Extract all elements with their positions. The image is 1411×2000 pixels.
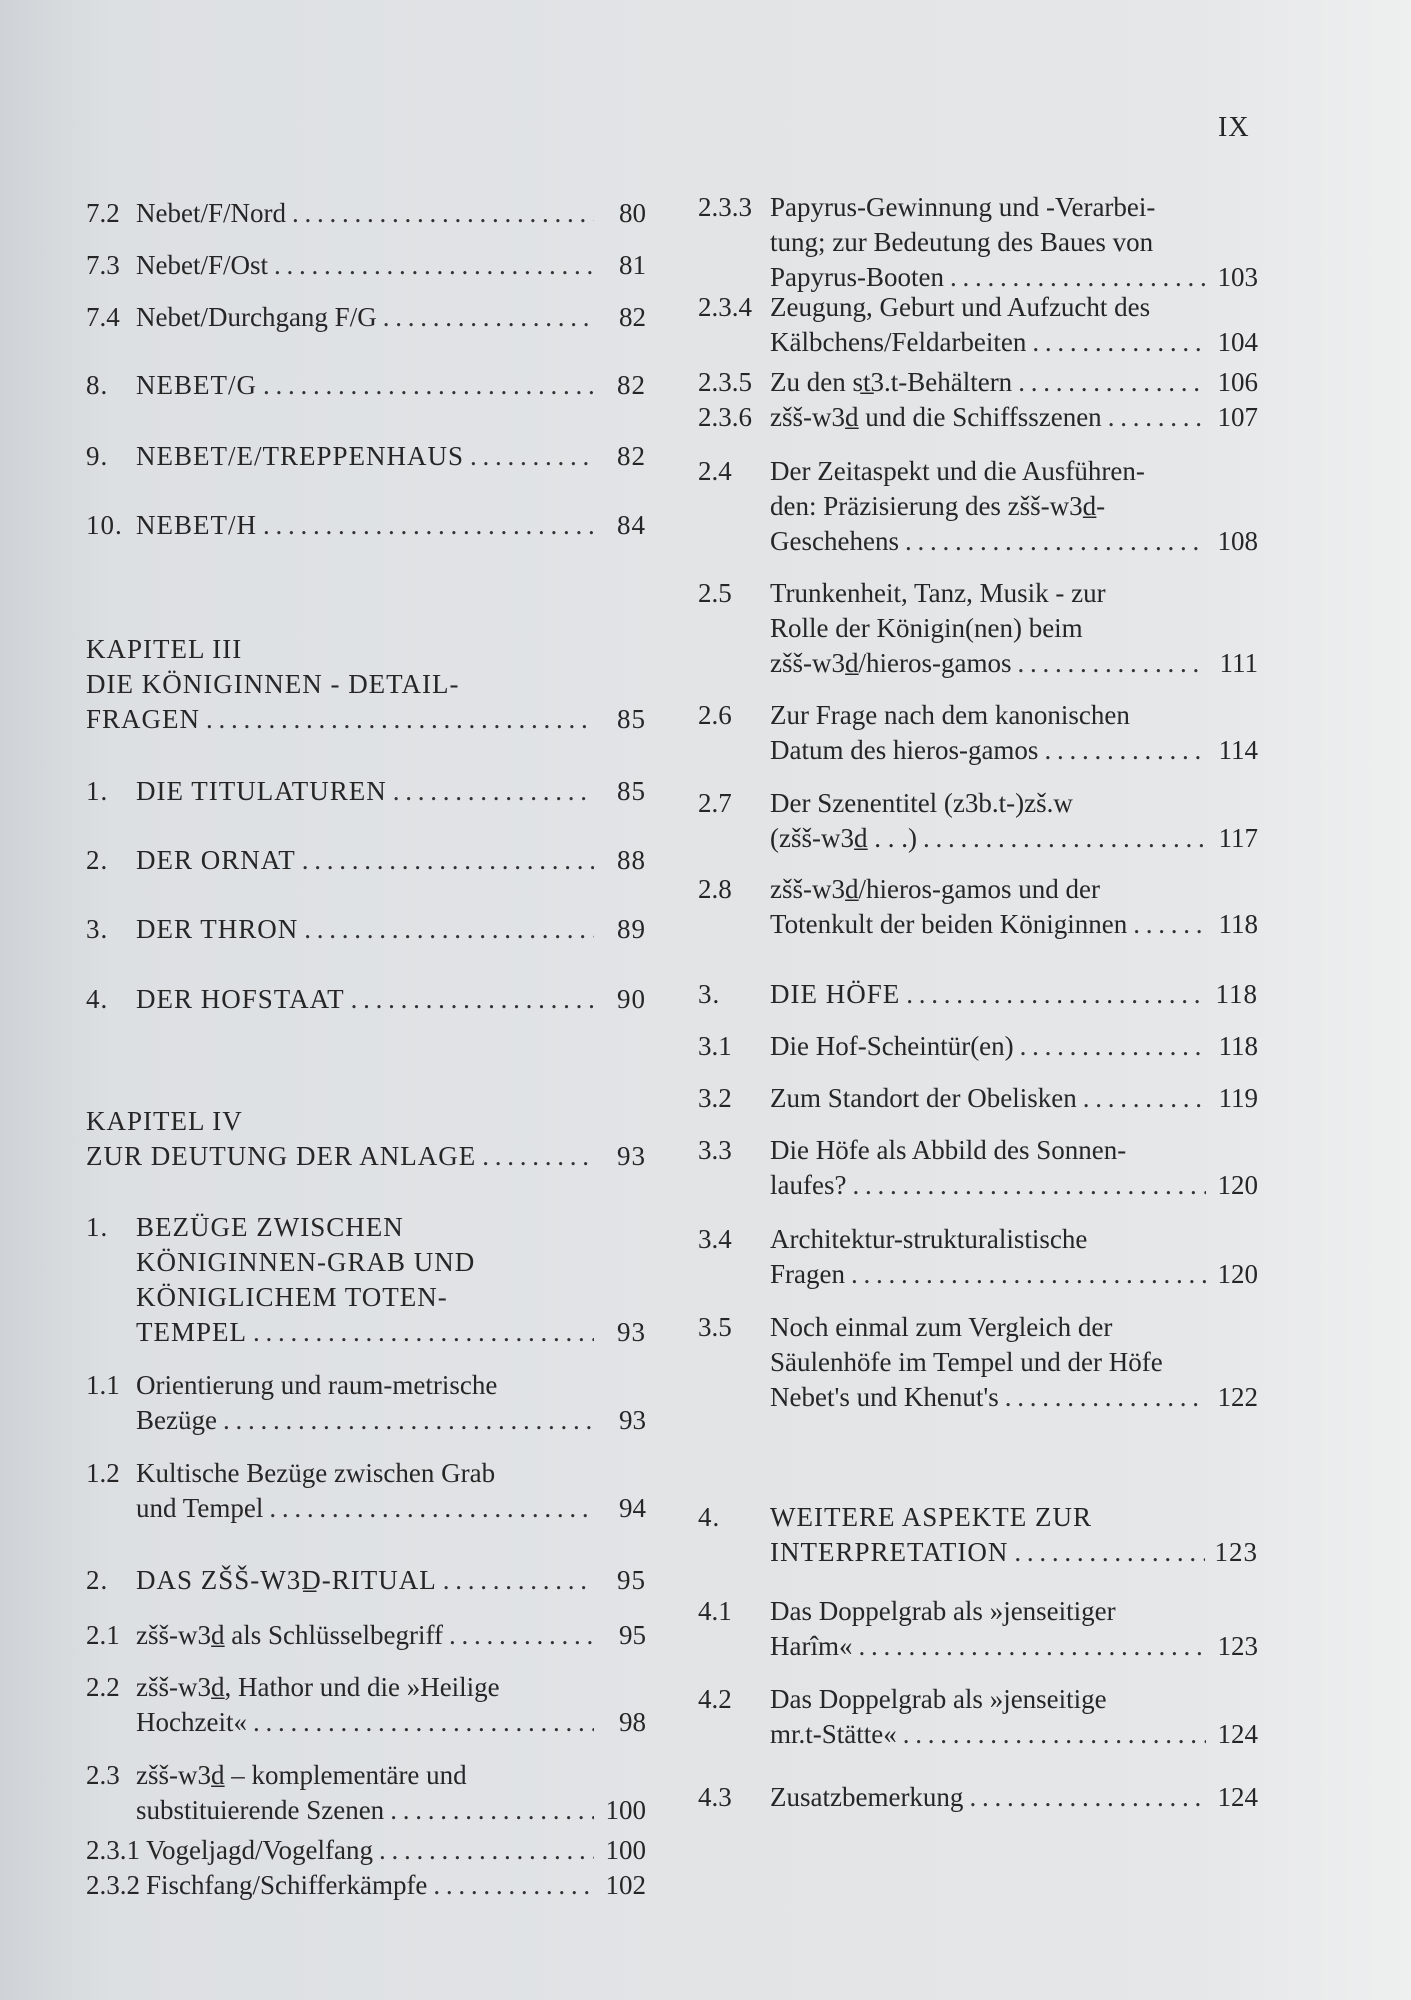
toc-entry-title-line: zšš-w3d̲ und die Schiffsszenen xyxy=(770,402,1102,432)
dot-leader xyxy=(390,1793,594,1828)
toc-entry-title-line: Papyrus-Booten xyxy=(770,262,944,292)
toc-entry-title-line: Harîm« xyxy=(770,1631,853,1661)
toc-entry-title-line: Vogeljagd/Vogelfang xyxy=(146,1835,373,1865)
toc-page-number: 120 xyxy=(1217,1259,1258,1289)
toc-entry-number: 10. xyxy=(86,510,123,540)
toc-entry-title-line: tung; zur Bedeutung des Baues von xyxy=(770,227,1154,257)
toc-entry-title-line: zšš-w3d̲/hieros-gamos und der xyxy=(770,874,1100,904)
toc-page-number: 123 xyxy=(1214,1537,1258,1567)
toc-entry-number: 7.2 xyxy=(86,198,120,228)
toc-page-number: 95 xyxy=(619,1620,646,1650)
toc-page-number: 100 xyxy=(605,1835,646,1865)
toc-entry-number: 1.1 xyxy=(86,1370,120,1400)
toc-entry-title-line: Zum Standort der Obelisken xyxy=(770,1083,1077,1113)
toc-entry-title-line: DIE TITULATUREN xyxy=(136,776,387,806)
toc-entry-number: 3.2 xyxy=(698,1083,732,1113)
toc-entry-number: 2.7 xyxy=(698,788,732,818)
toc-entry-number: 2.6 xyxy=(698,700,732,730)
toc-page-number: 93 xyxy=(617,1317,646,1347)
toc-entry-title-line: zšš-w3d̲ als Schlüsselbegriff xyxy=(136,1620,443,1650)
toc-entry-title-line: Nebet/Durchgang F/G xyxy=(136,302,377,332)
dot-leader xyxy=(1020,1029,1206,1064)
toc-entry-number: 4.3 xyxy=(698,1782,732,1812)
toc-entry-number: 2.3.6 xyxy=(698,402,752,432)
dot-leader xyxy=(1083,1081,1206,1116)
dot-leader xyxy=(292,196,594,231)
toc-page-number: 124 xyxy=(1217,1719,1258,1749)
dot-leader xyxy=(1044,733,1206,768)
toc-entry-title-line: KÖNIGLICHEM TOTEN- xyxy=(136,1282,448,1312)
toc-entry-title-line: Das Doppelgrab als »jenseitige xyxy=(770,1684,1107,1714)
dot-leader xyxy=(383,300,594,335)
toc-entry-title-line: KAPITEL IV xyxy=(86,1106,243,1136)
toc-entry-title-line: DER HOFSTAAT xyxy=(136,984,345,1014)
toc-entry-number: 4. xyxy=(698,1502,721,1532)
dot-leader xyxy=(351,982,594,1017)
toc-page-number: 118 xyxy=(1218,909,1258,939)
toc-page-number: 108 xyxy=(1217,526,1258,556)
dot-leader xyxy=(1032,325,1206,360)
toc-page-number: 123 xyxy=(1217,1631,1258,1661)
page-number: IX xyxy=(1218,112,1250,143)
toc-page-number: 84 xyxy=(617,510,646,540)
toc-entry-number: 2.8 xyxy=(698,874,732,904)
toc-entry-title-line: Kälbchens/Feldarbeiten xyxy=(770,327,1027,357)
toc-page-number: 93 xyxy=(619,1405,646,1435)
toc-entry-title-line: laufes? xyxy=(770,1170,847,1200)
toc-entry-number: 1.2 xyxy=(86,1458,120,1488)
toc-page-number: 93 xyxy=(617,1141,646,1171)
toc-entry-number: 2.3.2 xyxy=(86,1870,140,1900)
toc-entry-number: 3.1 xyxy=(698,1031,732,1061)
dot-leader xyxy=(923,821,1206,856)
toc-entry-title-line: Zeugung, Geburt und Aufzucht des xyxy=(770,292,1151,322)
toc-entry-number: 2.5 xyxy=(698,578,732,608)
toc-entry-title-line: Geschehens xyxy=(770,526,899,556)
toc-entry-number: 2.2 xyxy=(86,1672,120,1702)
toc-page-number: 94 xyxy=(619,1493,646,1523)
toc-page-number: 102 xyxy=(605,1870,646,1900)
toc-entry-title-line: Datum des hieros-gamos xyxy=(770,735,1039,765)
toc-page-number: 88 xyxy=(617,845,646,875)
dot-leader xyxy=(470,439,594,474)
toc-entry-title-line: DIE HÖFE xyxy=(770,979,901,1009)
toc-entry-title-line: Nebet/F/Ost xyxy=(136,250,268,280)
dot-leader xyxy=(1017,646,1206,681)
toc-page-number: 107 xyxy=(1217,402,1258,432)
toc-page-number: 89 xyxy=(617,914,646,944)
toc-entry-title-line: INTERPRETATION xyxy=(770,1537,1009,1567)
dot-leader xyxy=(253,1315,594,1350)
toc-entry-title-line: Zu den st̲3.t-Behältern xyxy=(770,367,1013,397)
toc-entry-title-line: zšš-w3d̲/hieros-gamos xyxy=(770,648,1012,678)
toc-entry-title-line: Die Höfe als Abbild des Sonnen- xyxy=(770,1135,1127,1165)
toc-entry-title-line: zšš-w3d̲ – komplementäre und xyxy=(136,1760,467,1790)
toc-entry-title-line: Hochzeit« xyxy=(136,1707,247,1737)
dot-leader xyxy=(269,1491,594,1526)
toc-entry-title-line: zšš-w3d̲, Hathor und die »Heilige xyxy=(136,1672,500,1702)
dot-leader xyxy=(223,1403,594,1438)
dot-leader xyxy=(852,1168,1206,1203)
toc-page-number: 85 xyxy=(617,704,646,734)
toc-entry-title-line: und Tempel xyxy=(136,1493,264,1523)
dot-leader xyxy=(449,1618,594,1653)
toc-entry-number: 2.3 xyxy=(86,1760,120,1790)
dot-leader xyxy=(393,774,594,809)
toc-page-number: 82 xyxy=(619,302,646,332)
dot-leader xyxy=(304,912,594,947)
dot-leader xyxy=(253,1705,594,1740)
toc-page-number: 80 xyxy=(619,198,646,228)
toc-page-number: 82 xyxy=(617,441,646,471)
toc-entry-number: 3.3 xyxy=(698,1135,732,1165)
toc-entry-title-line: DER THRON xyxy=(136,914,299,944)
toc-page-number: 95 xyxy=(617,1565,646,1595)
dot-leader xyxy=(302,843,594,878)
toc-entry-title-line: ZUR DEUTUNG DER ANLAGE xyxy=(86,1141,477,1171)
dot-leader xyxy=(274,248,594,283)
dot-leader xyxy=(443,1563,594,1598)
dot-leader xyxy=(1018,365,1206,400)
toc-entry-title-line: Nebet's und Khenut's xyxy=(770,1382,999,1412)
toc-entry-title-line: Der Szenentitel (z3b.t-)zš.w xyxy=(770,788,1073,818)
toc-entry-title-line: NEBET/H xyxy=(136,510,257,540)
toc-entry-number: 2.3.1 xyxy=(86,1835,140,1865)
toc-page-number: 104 xyxy=(1217,327,1258,357)
toc-page-number: 124 xyxy=(1217,1782,1258,1812)
toc-entry-title-line: Der Zeitaspekt und die Ausführen- xyxy=(770,456,1145,486)
toc-entry-title-line: KAPITEL III xyxy=(86,634,243,664)
toc-entry-number: 2.3.3 xyxy=(698,192,752,222)
toc-entry-title-line: BEZÜGE ZWISCHEN xyxy=(136,1212,404,1242)
toc-entry-title-line: Architektur-strukturalistische xyxy=(770,1224,1088,1254)
toc-entry-title-line: Orientierung und raum-metrische xyxy=(136,1370,498,1400)
toc-entry-number: 2.3.4 xyxy=(698,292,752,322)
toc-entry-title-line: KÖNIGINNEN-GRAB UND xyxy=(136,1247,476,1277)
toc-page-number: 111 xyxy=(1219,648,1258,678)
toc-page-number: 82 xyxy=(617,370,646,400)
dot-leader xyxy=(433,1868,594,1903)
toc-entry-title-line: FRAGEN xyxy=(86,704,201,734)
dot-leader xyxy=(1108,400,1206,435)
toc-entry-number: 1. xyxy=(86,776,109,806)
toc-page-number: 85 xyxy=(617,776,646,806)
toc-entry-title-line: DER ORNAT xyxy=(136,845,296,875)
dot-leader xyxy=(482,1139,594,1174)
toc-entry-title-line: DAS ZŠŠ-W3D̲-RITUAL xyxy=(136,1565,437,1595)
toc-entry-title-line: Kultische Bezüge zwischen Grab xyxy=(136,1458,496,1488)
toc-page-number: 100 xyxy=(605,1795,646,1825)
toc-entry-title-line: NEBET/G xyxy=(136,370,257,400)
toc-entry-title-line: Zur Frage nach dem kanonischen xyxy=(770,700,1130,730)
toc-entry-number: 4.1 xyxy=(698,1596,732,1626)
toc-page-number: 118 xyxy=(1218,1031,1258,1061)
toc-entry-number: 2.4 xyxy=(698,456,732,486)
dot-leader xyxy=(858,1629,1206,1664)
toc-page-number: 98 xyxy=(619,1707,646,1737)
toc-entry-title-line: Das Doppelgrab als »jenseitiger xyxy=(770,1596,1116,1626)
toc-page-number: 106 xyxy=(1217,367,1258,397)
toc-entry-title-line: Säulenhöfe im Tempel und der Höfe xyxy=(770,1347,1163,1377)
toc-page-number: 103 xyxy=(1217,262,1258,292)
toc-entry-title-line: Papyrus-Gewinnung und -Verarbei- xyxy=(770,192,1156,222)
toc-entry-number: 4. xyxy=(86,984,109,1014)
toc-entry-number: 3.4 xyxy=(698,1224,732,1254)
toc-entry-title-line: TEMPEL xyxy=(136,1317,247,1347)
toc-entry-number: 4.2 xyxy=(698,1684,732,1714)
toc-entry-title-line: Fragen xyxy=(770,1259,845,1289)
toc-entry-title-line: Die Hof-Scheintür(en) xyxy=(770,1031,1014,1061)
toc-entry-number: 3.5 xyxy=(698,1312,732,1342)
toc-entry-title-line: Bezüge xyxy=(136,1405,217,1435)
toc-entry-number: 2.3.5 xyxy=(698,367,752,397)
toc-page-number: 120 xyxy=(1217,1170,1258,1200)
toc-page-number: 119 xyxy=(1218,1083,1258,1113)
dot-leader xyxy=(905,524,1206,559)
toc-entry-number: 3. xyxy=(86,914,109,944)
dot-leader xyxy=(1133,907,1206,942)
toc-entry-number: 7.3 xyxy=(86,250,120,280)
dot-leader xyxy=(1014,1535,1204,1570)
toc-entry-number: 1. xyxy=(86,1212,109,1242)
dot-leader xyxy=(969,1780,1206,1815)
toc-page-number: 81 xyxy=(619,250,646,280)
toc-entry-title-line: WEITERE ASPEKTE ZUR xyxy=(770,1502,1092,1532)
toc-page-number: 117 xyxy=(1218,823,1258,853)
toc-entry-title-line: den: Präzisierung des zšš-w3d̲- xyxy=(770,491,1106,521)
toc-entry-number: 8. xyxy=(86,370,109,400)
toc-entry-title-line: Fischfang/Schifferkämpfe xyxy=(146,1870,428,1900)
toc-entry-number: 2. xyxy=(86,845,109,875)
toc-entry-title-line: Totenkult der beiden Königinnen xyxy=(770,909,1128,939)
dot-leader xyxy=(906,977,1205,1012)
toc-entry-title-line: Trunkenheit, Tanz, Musik - zur xyxy=(770,578,1106,608)
toc-page-number: 114 xyxy=(1218,735,1258,765)
toc-page-number: 122 xyxy=(1217,1382,1258,1412)
toc-entry-number: 3. xyxy=(698,979,721,1009)
toc-entry-title-line: substituierende Szenen xyxy=(136,1795,385,1825)
toc-entry-title-line: Zusatzbemerkung xyxy=(770,1782,964,1812)
dot-leader xyxy=(263,508,594,543)
dot-leader xyxy=(903,1717,1206,1752)
toc-entry-number: 2.1 xyxy=(86,1620,120,1650)
toc-entry-title-line: Nebet/F/Nord xyxy=(136,198,286,228)
toc-entry-title-line: Rolle der Königin(nen) beim xyxy=(770,613,1083,643)
toc-entry-number: 7.4 xyxy=(86,302,120,332)
toc-entry-title-line: DIE KÖNIGINNEN - DETAIL- xyxy=(86,669,460,699)
toc-entry-title-line: NEBET/E/TREPPENHAUS xyxy=(136,441,465,471)
toc-entry-title-line: (zšš-w3d̲ . . .) xyxy=(770,823,917,853)
toc-entry-number: 9. xyxy=(86,441,109,471)
toc-page-number: 118 xyxy=(1215,979,1258,1009)
toc-entry-number: 2. xyxy=(86,1565,109,1595)
toc-entry-title-line: mr.t-Stätte« xyxy=(770,1719,897,1749)
dot-leader xyxy=(1005,1380,1206,1415)
dot-leader xyxy=(851,1257,1206,1292)
dot-leader xyxy=(263,368,594,403)
dot-leader xyxy=(206,702,594,737)
toc-page-number: 90 xyxy=(617,984,646,1014)
toc-entry-title-line: Noch einmal zum Vergleich der xyxy=(770,1312,1113,1342)
dot-leader xyxy=(379,1833,594,1868)
